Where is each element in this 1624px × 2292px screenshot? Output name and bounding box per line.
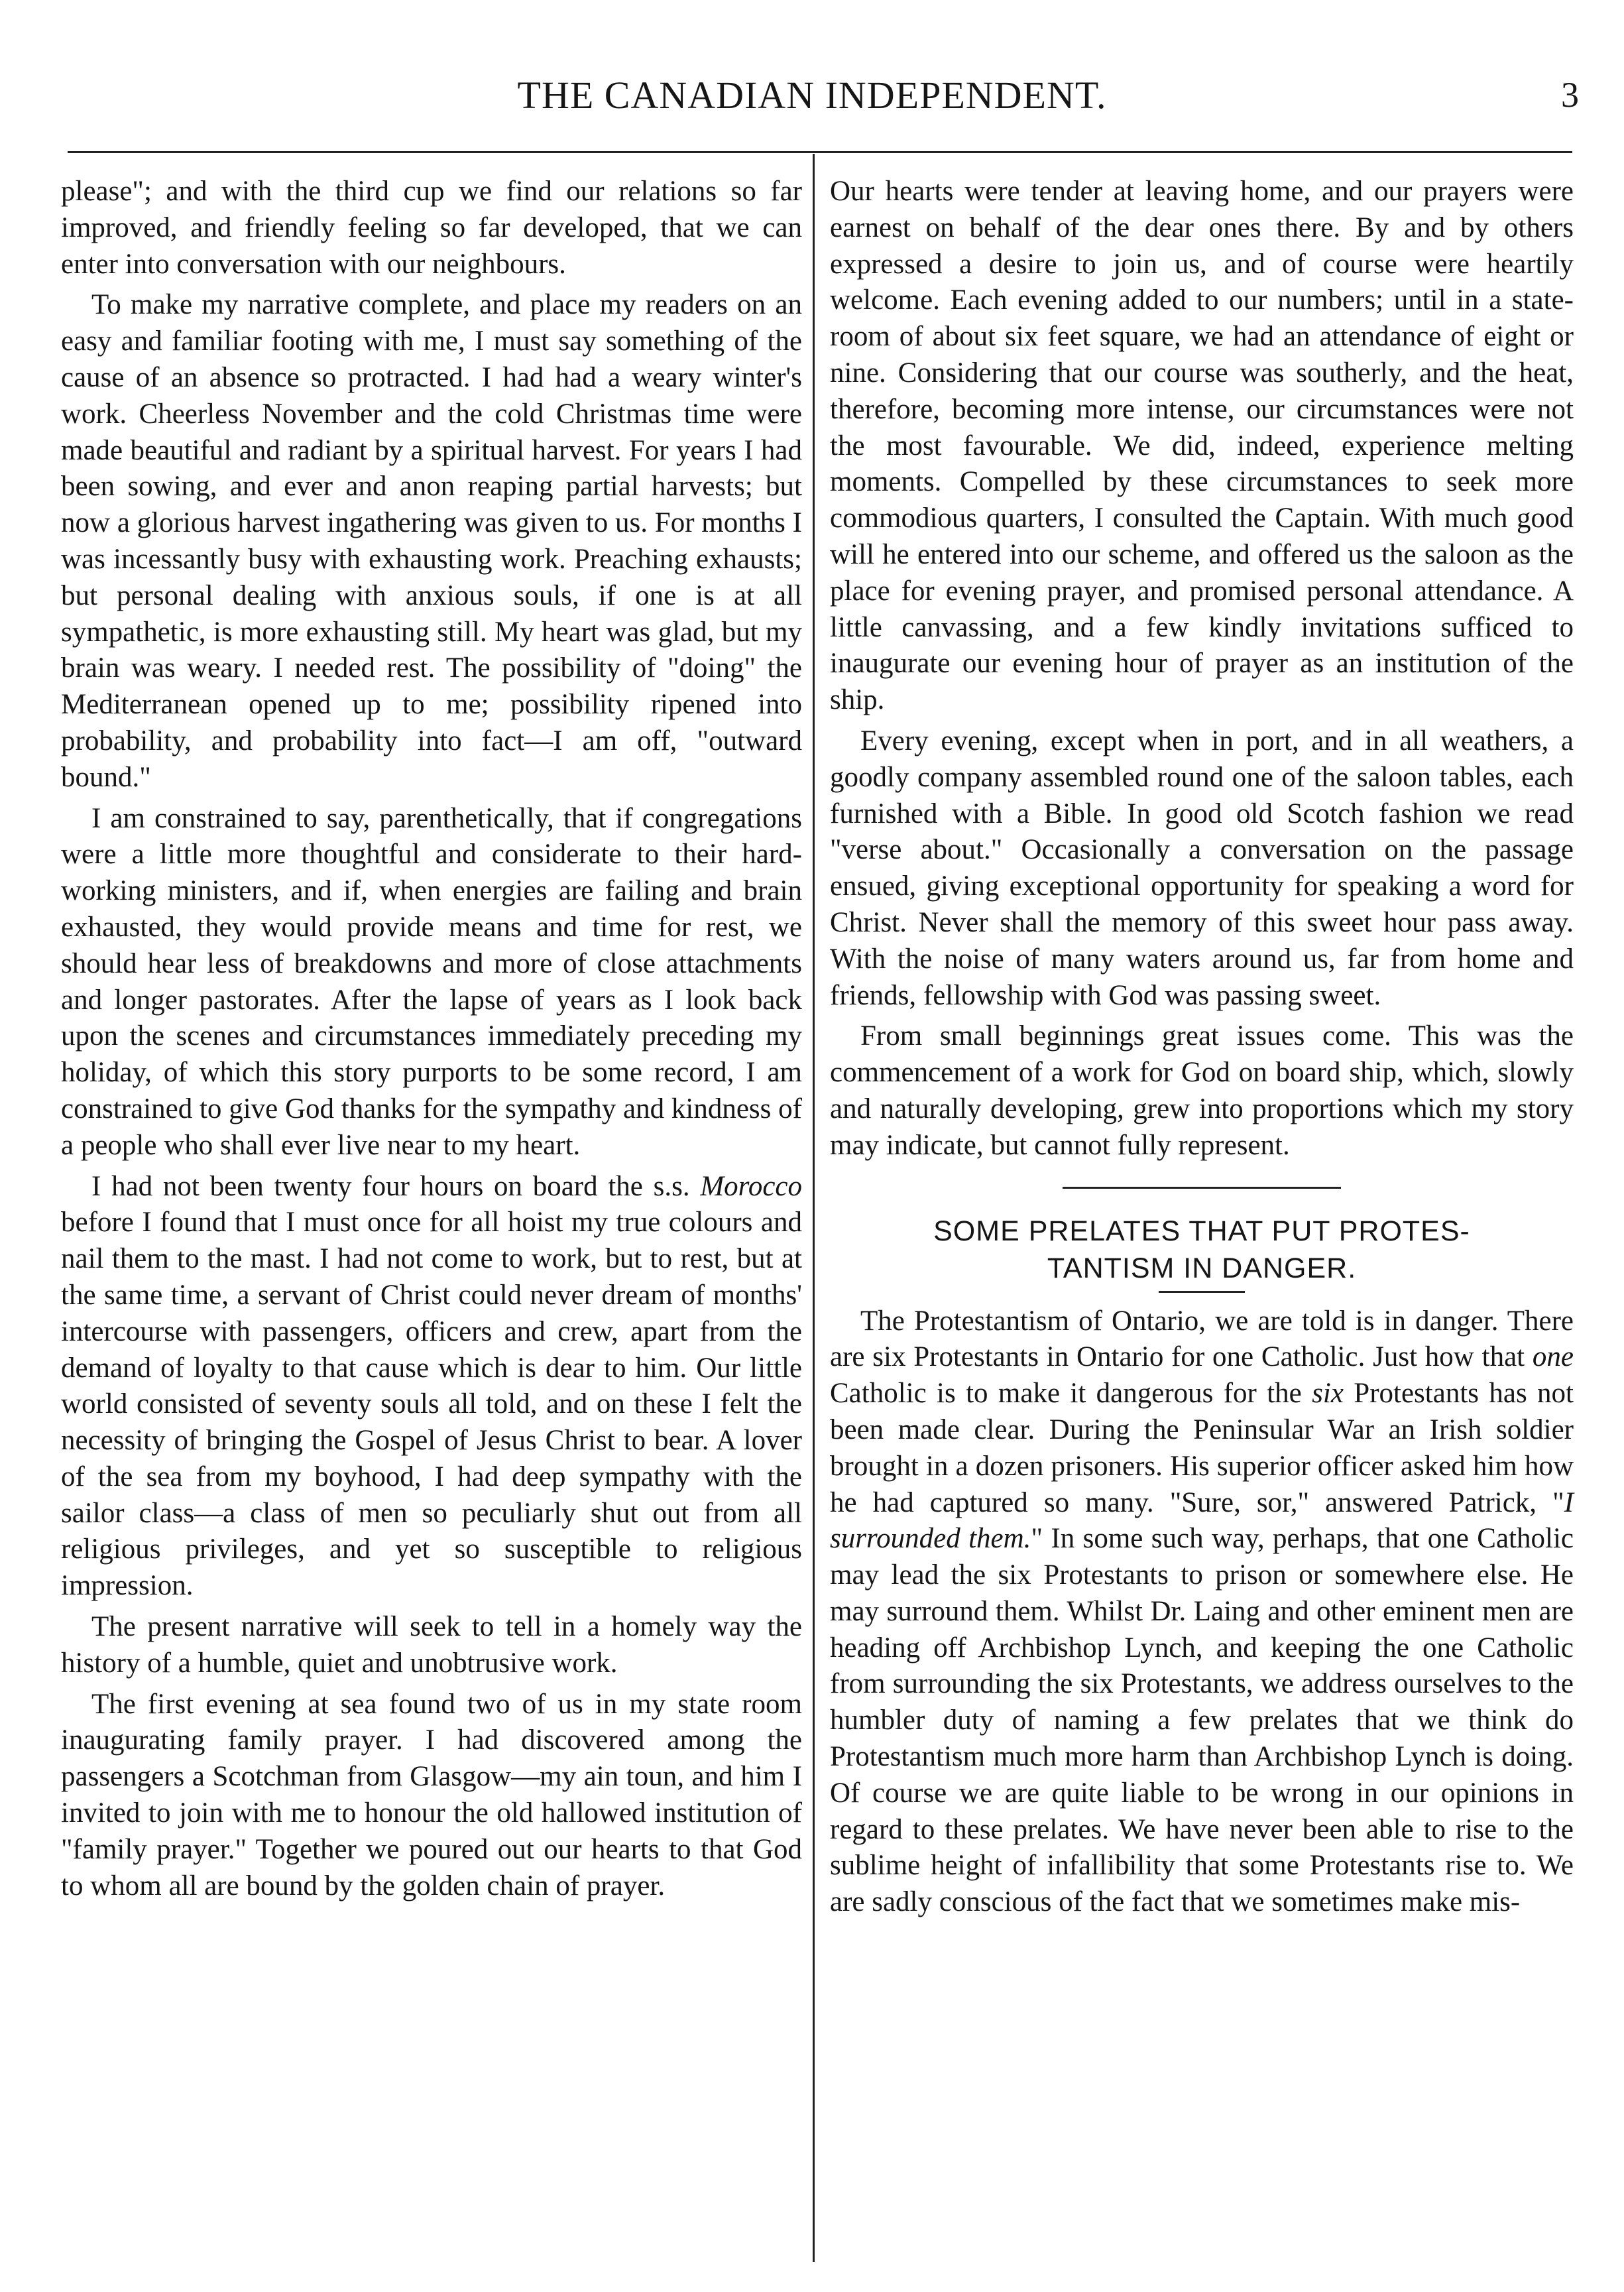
emphasis: six [1312, 1378, 1344, 1410]
section-divider [1063, 1187, 1341, 1189]
paragraph: From small beginnings great issues come. This was the commencement of a work for God on board ship, which, slowly and naturally developing, grew into proportions which my story may indicate, but cannot fully represent. [830, 1020, 1574, 1161]
paragraph: I am constrained to say, parenthetically, that if congregations were a little more thoughtful and considerate to their hard-working ministers, and if, when energies are failing and brain exhausted, they would provide means and time for rest, we should hear less of breakdowns and more of close attachments and longer pastorates. After the lapse of years as I look back upon the scenes and circumstances immediately preceding my holiday, of which this story purports to be some record, I am constrained to give God thanks for the sympathy and kindness of a people who shall ever live near to my heart. [61, 802, 802, 1161]
right-column [830, 174, 1574, 1925]
paragraph: Our hearts were tender at leaving home, and our prayers were earnest on behalf of the dear ones there. By and by others expressed a desire to join us, and of course were heartily welcome. Each evening added to our numbers; until in a state-room of about six feet square, we had an attendance of eight or nine. Considering that our course was southerly, and the heat, therefore, becoming more intense, our circumstances were not the most favourable. We did, indeed, experience melting moments. Compelled by these circumstances to seek more commodious quarters, I consulted the Captain. With much good will he entered into our scheme, and offered us the saloon as the place for evening prayer, and promised personal attendance. A little canvassing, and a few kindly invitations sufficed to inaugurate our evening hour of prayer as an institution of the ship. [830, 176, 1574, 716]
title-rule [1159, 1291, 1245, 1293]
text-run: Protestants has not been made clear. During the Peninsular War an Irish soldier brought in a dozen prisoners. His superior officer asked him how he had captured so many. "Sure, sor," answered Patrick, " [830, 1378, 1574, 1518]
text-run: " In some such way, perhaps, that one Catholic may lead the six Protestants to prison or somewhere else. He may surround them. Whilst Dr. Laing and other eminent men are heading off Archbishop Lynch, and keeping the one Catholic from surrounding the six Protestants, we address ourselves to the humbler duty of naming a few prelates that we think do Protestantism much more harm than Archbishop Lynch is doing. Of course we are quite liable to be wrong in our opinions in regard to these prelates. We have never been able to rise to the sublime height of infallibility that some Protestants rise to. We are sadly conscious of the fact that we sometimes make mis- [830, 1523, 1574, 1918]
left-column [61, 174, 802, 1909]
ship-name: Morocco [700, 1170, 802, 1202]
text-run: I had not been twenty four hours on board the s.s. [91, 1170, 701, 1202]
running-head: THE CANADIAN INDEPENDENT. [517, 74, 1107, 117]
paragraph: please"; and with the third cup we find our relations so far improved, and friendly feeling so far developed, that we can enter into conversation with our neighbours. [61, 176, 802, 280]
paragraph: The first evening at sea found two of us in my state room inaugurating family prayer. I had discovered among the passengers a Scotchman from Glasgow—my ain toun, and him I invited to join with me to honour the old hallowed institution of "family prayer." Together we poured out our hearts to that God to whom all are bound by the golden chain of prayer. [61, 1688, 802, 1901]
paragraph: Every evening, except when in port, and in all weathers, a goodly company assembled round one of the saloon tables, each furnished with a Bible. In good old Scotch fashion we read "verse about." Occasionally a conversation on the passage ensued, giving exceptional opportunity for speaking a word for Christ. Never shall the memory of this sweet hour pass away. With the noise of many waters around us, far from home and friends, fellowship with God was passing sweet. [830, 725, 1574, 1011]
header-rule [68, 151, 1572, 153]
section-title-line: SOME PRELATES THAT PUT PROTES- [933, 1215, 1470, 1247]
paragraph: To make my narrative complete, and place my readers on an easy and familiar footing with me, I must say something of the cause of an absence so protracted. I had had a weary winter's work. Cheerless November and the cold Christmas time were made beautiful and radiant by a spiritual harvest. For years I had been sowing, and ever and anon reaping partial harvests; but now a glorious harvest ingathering was given to us. For months I was incessantly busy with exhausting work. Preaching exhausts; but personal dealing with anxious souls, if one is at all sympathetic, is more exhausting still. My heart was glad, but my brain was weary. I needed rest. The possibility of "doing" the Mediterranean opened up to me; possibility ripened into probability, and probability into fact—I am off, "outward bound." [61, 289, 802, 793]
section-title [830, 1213, 1574, 1287]
text-run: before I found that I must once for all hoist my true colours and nail them to the mast. I had not come to work, but to rest, but at the same time, a servant of Christ could never dream of months' intercourse with passengers, officers and crew, apart from the demand of loyalty to that cause which is dear to him. Our little world consisted of seventy souls all told, and on these I felt the necessity of bringing the Gospel of Jesus Christ to bear. A lover of the sea from my boyhood, I had deep sympathy with the sailor class—a class of men so peculiarly shut out from all religious privileges, and yet so susceptible to religious impression. [61, 1207, 802, 1602]
paragraph [830, 1303, 1574, 1921]
section-title-line: TANTISM IN DANGER. [1047, 1252, 1357, 1284]
paragraph [61, 1169, 802, 1605]
text-run: Catholic is to make it dangerous for the [830, 1378, 1312, 1410]
emphasis: one [1532, 1341, 1574, 1373]
paragraph: The present narrative will seek to tell in a homely way the history of a humble, quiet and unobtrusive work. [61, 1611, 802, 1679]
column-divider [813, 154, 815, 2262]
page-number: 3 [1561, 75, 1579, 115]
emphasis: I surrounded them. [830, 1486, 1574, 1555]
text-run: The Protestantism of Ontario, we are told is in danger. There are six Protestants in Ontario for one Catholic. Just how that [830, 1305, 1574, 1373]
